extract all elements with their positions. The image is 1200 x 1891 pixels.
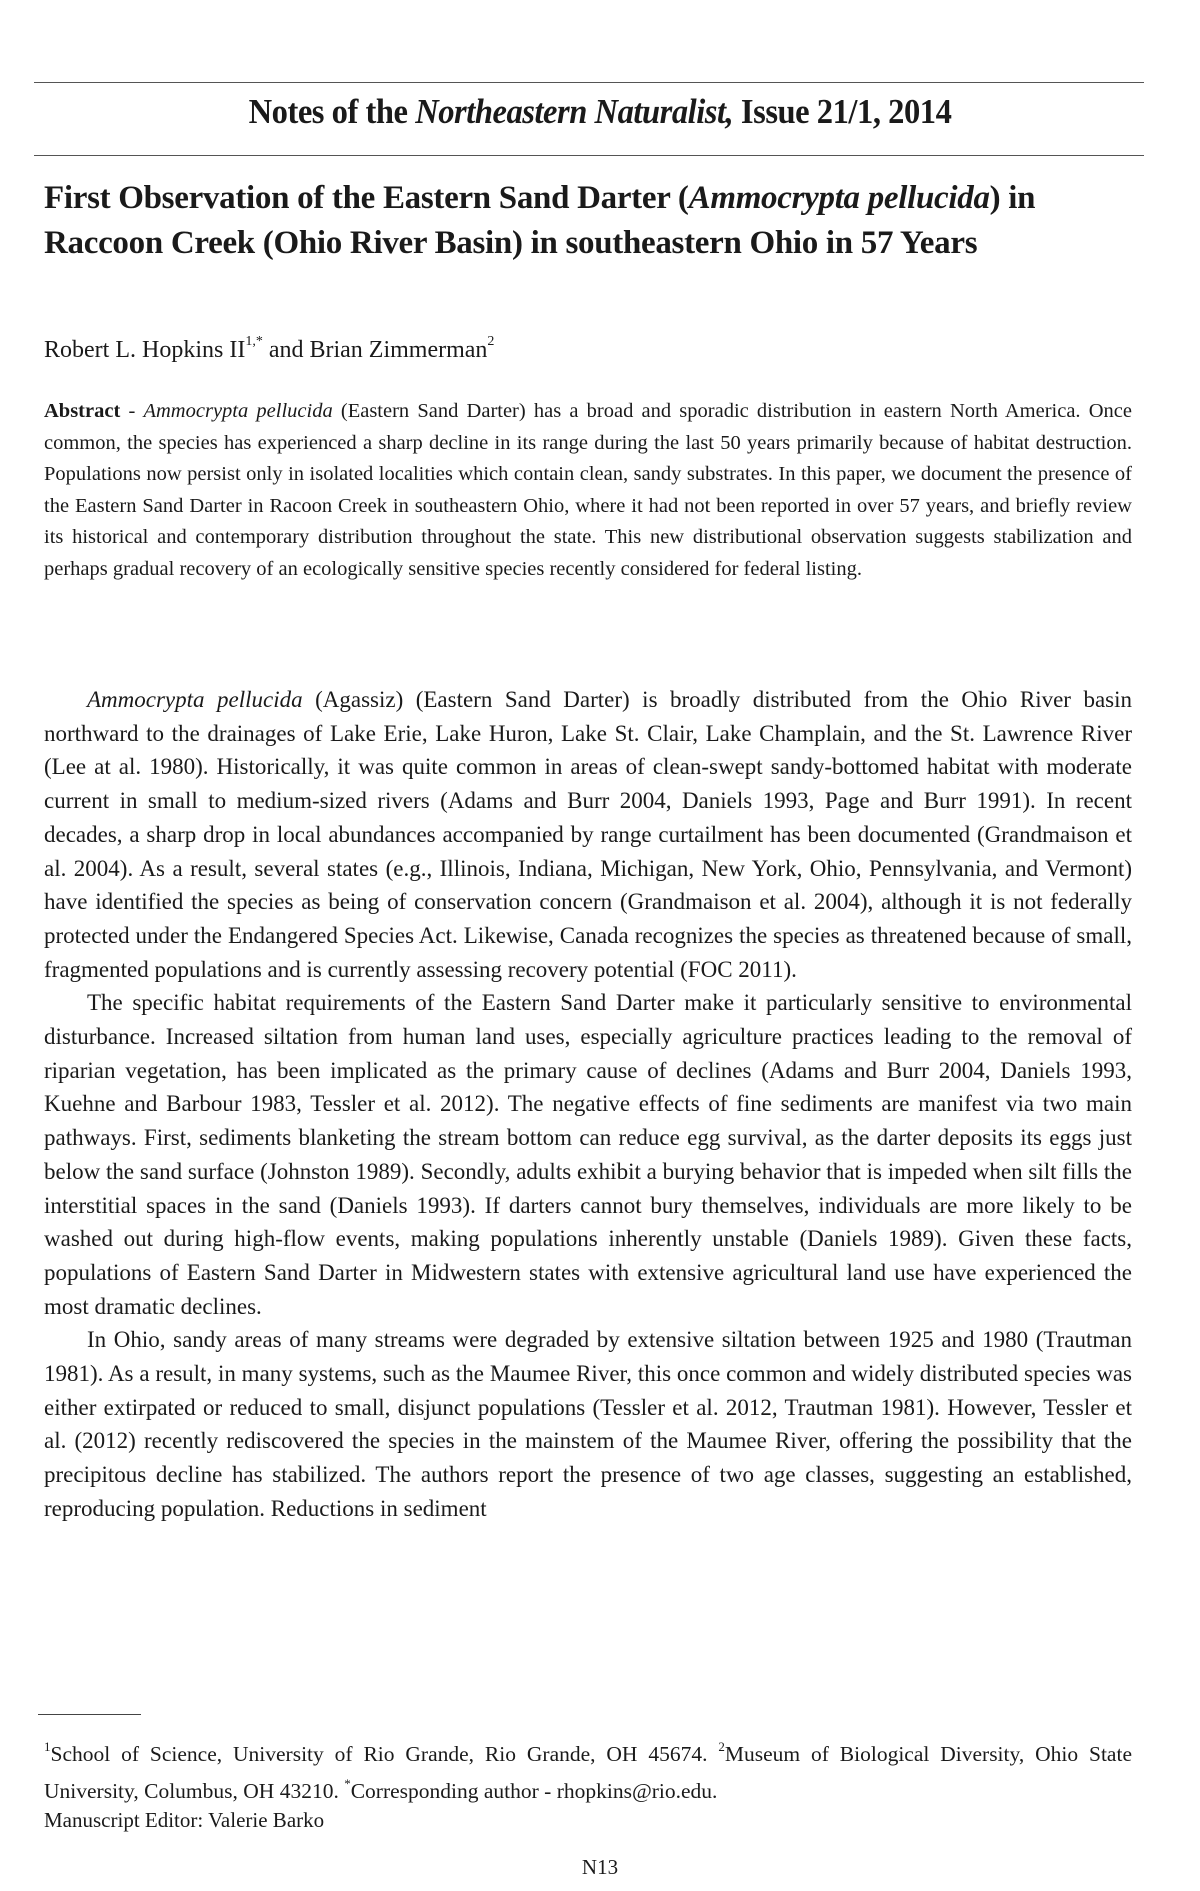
- author-2: Brian Zimmerman: [309, 337, 488, 363]
- header-bottom-rule: [34, 155, 1144, 156]
- corresponding-mark: *: [344, 1776, 351, 1792]
- affiliation-mark-1: 1: [44, 1739, 51, 1754]
- abstract-species-name: Ammocrypta pellucida: [143, 400, 333, 422]
- author-connector: and: [262, 337, 310, 363]
- title-species-name: Ammocrypta pellucida: [688, 180, 990, 216]
- affiliations-footnote: [44, 1733, 1132, 1807]
- body-species-name: Ammocrypta pellucida: [87, 687, 303, 712]
- issue-info: Issue 21/1, 2014: [733, 92, 952, 131]
- affiliation-1: School of Science, University of Rio Grande, Rio Grande, OH 45674.: [50, 1742, 719, 1767]
- header-prefix: Notes of the: [248, 92, 416, 131]
- header-top-rule: [34, 82, 1144, 83]
- body-paragraph-1-text: (Agassiz) (Eastern Sand Darter) is broadly distributed from the Ohio River basin northward to the drainages of Lake Erie, Lake Huron, Lake St. Clair, Lake Champlain, and the St. Lawrence River (Lee at al. 1980). Historically, it was quite common in areas of clean-swept sandy-bottomed habitat with moderate current in small to medium-sized rivers (Adams and Burr 2004, Daniels 1993, Page and Burr 1991). In recent decades, a sharp drop in local abundances accompanied by range curtailment has been documented (Grandmaison et al. 2004). As a result, several states (e.g., Illinois, Indiana, Michigan, New York, Ohio, Pennsylvania, and Vermont) have identified the species as being of conservation concern (Grandmaison et al. 2004), although it is not federally protected under the Endangered Species Act. Likewise, Canada recognizes the species as threatened because of small, fragmented populations and is currently assessing recovery potential (FOC 2011).: [44, 687, 1132, 982]
- abstract: [44, 396, 1132, 585]
- body-paragraph-2: The specific habitat requirements of the Eastern Sand Darter make it particularly sensitive to environmental disturbance. Increased siltation from human land uses, especially agriculture practices leading to the removal of riparian vegetation, has been implicated as the primary cause of declines (Adams and Burr 2004, Daniels 1993, Kuehne and Barbour 1983, Tessler et al. 2012). The negative effects of fine sediments are manifest via two main pathways. First, sediments blanketing the stream bottom can reduce egg survival, as the darter deposits its eggs just below the sand surface (Johnston 1989). Secondly, adults exhibit a burying behavior that is impeded when silt fills the interstitial spaces in the sand (Daniels 1993). If darters cannot bury themselves, individuals are more likely to be washed out during high-flow events, making populations inherently unstable (Daniels 1989). Given these facts, populations of Eastern Sand Darter in Midwestern states with extensive agricultural land use have experienced the most dramatic declines.: [44, 990, 1132, 1319]
- body-paragraph-3: In Ohio, sandy areas of many streams were degraded by extensive siltation between 1925 and 1980 (Trautman 1981). As a result, in many systems, such as the Maumee River, this once common and widely distributed species was either extirpated or reduced to small, disjunct populations (Tessler et al. 2012, Trautman 1981). However, Tessler et al. (2012) recently rediscovered the species in the mainstem of the Maumee River, offering the possibility that the precipitous decline has stabilized. The authors report the presence of two age classes, suggesting an established, reproducing population. Reductions in sediment: [44, 1327, 1132, 1521]
- article-title: [44, 176, 1154, 266]
- abstract-dash: -: [120, 400, 144, 422]
- article-body: [44, 683, 1132, 1526]
- abstract-text: (Eastern Sand Darter) has a broad and sporadic distribution in eastern North America. Once common, the species has experienced a sharp decline in its range during the last 50 years primarily because of habitat destruction. Populations now persist only in isolated localities which contain clean, sandy substrates. In this paper, we document the presence of the Eastern Sand Darter in Racoon Creek in southeastern Ohio, where it had not been reported in over 57 years, and briefly review its historical and contemporary distribution throughout the state. This new distributional observation suggests stabilization and perhaps gradual recovery of an ecologically sensitive species recently considered for federal listing.: [44, 400, 1132, 580]
- author-list: [44, 330, 494, 365]
- title-text-2: ) in Raccoon Creek (Ohio River Basin) in southeastern Ohio in 57 Years: [44, 180, 1036, 261]
- journal-header: [42, 92, 1158, 132]
- page-number: N13: [581, 1855, 619, 1879]
- journal-name: Northeastern Naturalist,: [415, 92, 734, 131]
- footnote-separator: [38, 1714, 141, 1715]
- title-text-1: First Observation of the Eastern Sand Darter (: [44, 180, 689, 216]
- affiliation-mark-2: 2: [718, 1739, 725, 1754]
- abstract-label: Abstract: [44, 400, 121, 422]
- author-1: Robert L. Hopkins II: [44, 337, 246, 363]
- author-2-affiliation-mark: 2: [487, 334, 495, 349]
- body-paragraph-1: [44, 683, 1132, 986]
- affiliation-2: Museum of Biological Diversity, Ohio State University, Columbus, OH 43210.: [44, 1742, 1132, 1804]
- manuscript-editor: Manuscript Editor: Valerie Barko: [44, 1808, 325, 1832]
- author-1-affiliation-mark: 1,*: [245, 334, 263, 349]
- corresponding-author: Corresponding author - rhopkins@rio.edu.: [350, 1779, 718, 1804]
